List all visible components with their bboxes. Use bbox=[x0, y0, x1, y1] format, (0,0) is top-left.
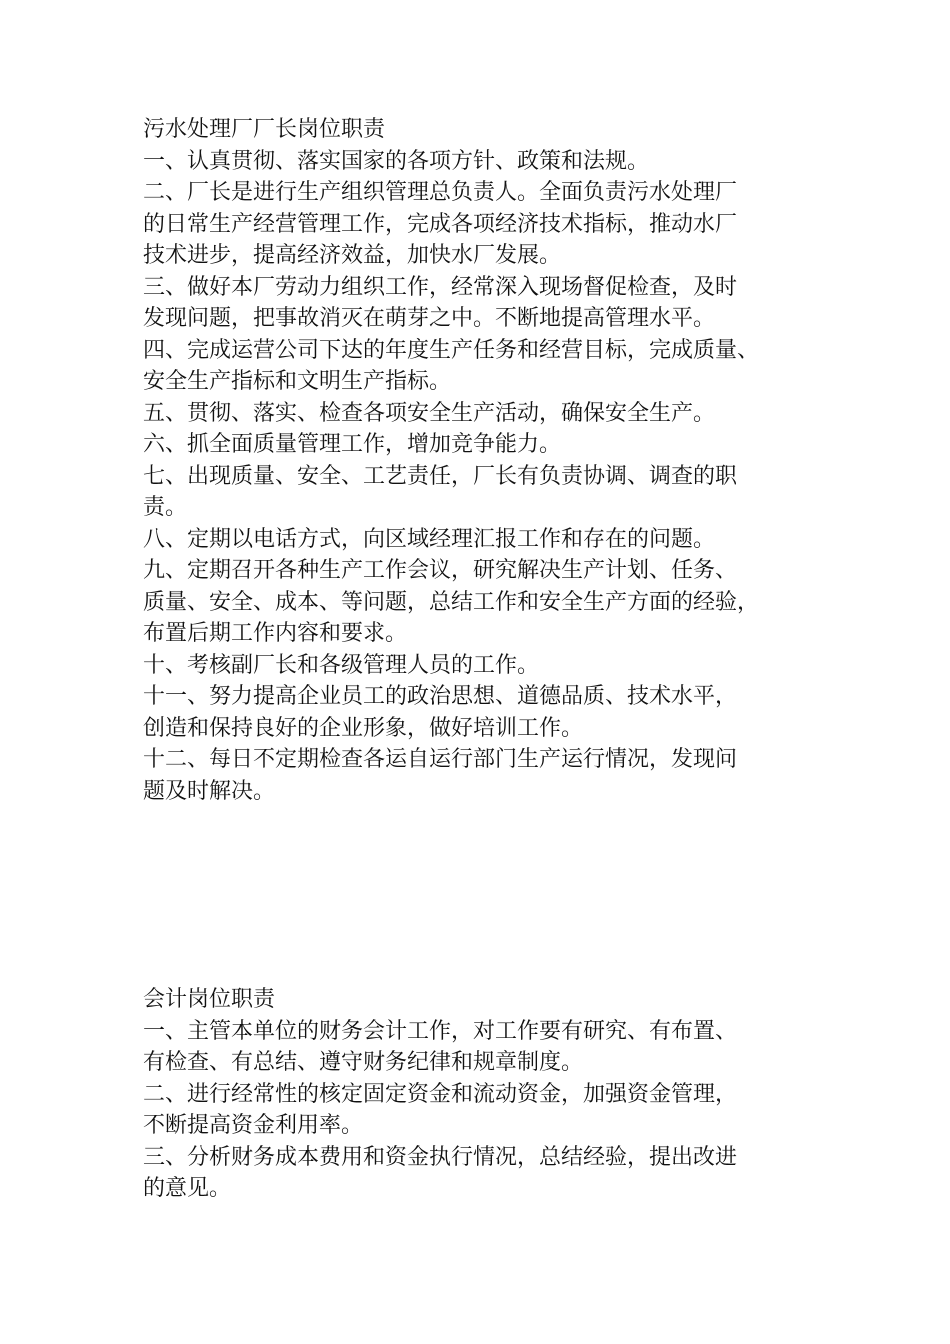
text-line: 二、进行经常性的核定固定资金和流动资金，加强资金管理， bbox=[143, 1081, 738, 1107]
text-line: 二、厂长是进行生产组织管理总负责人。全面负责污水处理厂 bbox=[143, 180, 738, 205]
text-line: 技术进步，提高经济效益，加快水厂发展。 bbox=[143, 243, 562, 268]
text-line: 十、考核副厂长和各级管理人员的工作。 bbox=[143, 652, 540, 678]
text-line: 八、定期以电话方式，向区域经理汇报工作和存在的问题。 bbox=[143, 526, 716, 552]
section-title: 会计岗位职责 bbox=[143, 987, 276, 1012]
text-line: 十二、每日不定期检查各运自运行部门生产运行情况，发现问 bbox=[143, 747, 738, 772]
text-line: 三、分析财务成本费用和资金执行情况，总结经验，提出改进 bbox=[143, 1144, 738, 1170]
section-factory-director-duties bbox=[143, 114, 813, 807]
text-line: 十一、努力提高企业员工的政治思想、道德品质、技术水平， bbox=[143, 684, 738, 709]
text-line: 责。 bbox=[143, 495, 188, 520]
text-line: 的日常生产经营管理工作，完成各项经济技术指标，推动水厂 bbox=[143, 211, 738, 237]
text-line: 七、出现质量、安全、工艺责任，厂长有负责协调、调查的职 bbox=[143, 463, 738, 489]
text-line: 质量、安全、成本、等问题，总结工作和安全生产方面的经验， bbox=[143, 589, 760, 615]
text-line: 有检查、有总结、遵守财务纪律和规章制度。 bbox=[143, 1050, 584, 1075]
text-line: 六、抓全面质量管理工作，增加竞争能力。 bbox=[143, 432, 562, 457]
text-line: 三、做好本厂劳动力组织工作，经常深入现场督促检查，及时 bbox=[143, 274, 738, 300]
text-line: 安全生产指标和文明生产指标。 bbox=[143, 369, 452, 394]
text-line: 创造和保持良好的企业形象，做好培训工作。 bbox=[143, 715, 584, 741]
section-accountant-duties bbox=[143, 984, 813, 1205]
text-line: 四、完成运营公司下达的年度生产任务和经营目标，完成质量、 bbox=[143, 337, 760, 363]
text-line: 题及时解决。 bbox=[143, 778, 276, 804]
section-title: 污水处理厂厂长岗位职责 bbox=[143, 117, 386, 142]
text-line: 九、定期召开各种生产工作会议，研究解决生产计划、任务、 bbox=[143, 558, 738, 583]
text-line: 发现问题，把事故消灭在萌芽之中。不断地提高管理水平。 bbox=[143, 306, 716, 331]
text-line: 不断提高资金利用率。 bbox=[143, 1113, 364, 1138]
text-line: 五、贯彻、落实、检查各项安全生产活动，确保安全生产。 bbox=[143, 400, 716, 426]
text-line: 的意见。 bbox=[143, 1176, 232, 1201]
text-line: 一、主管本单位的财务会计工作，对工作要有研究、有布置、 bbox=[143, 1018, 738, 1044]
text-line: 布置后期工作内容和要求。 bbox=[143, 621, 408, 646]
text-line: 一、认真贯彻、落实国家的各项方针、政策和法规。 bbox=[143, 148, 650, 174]
